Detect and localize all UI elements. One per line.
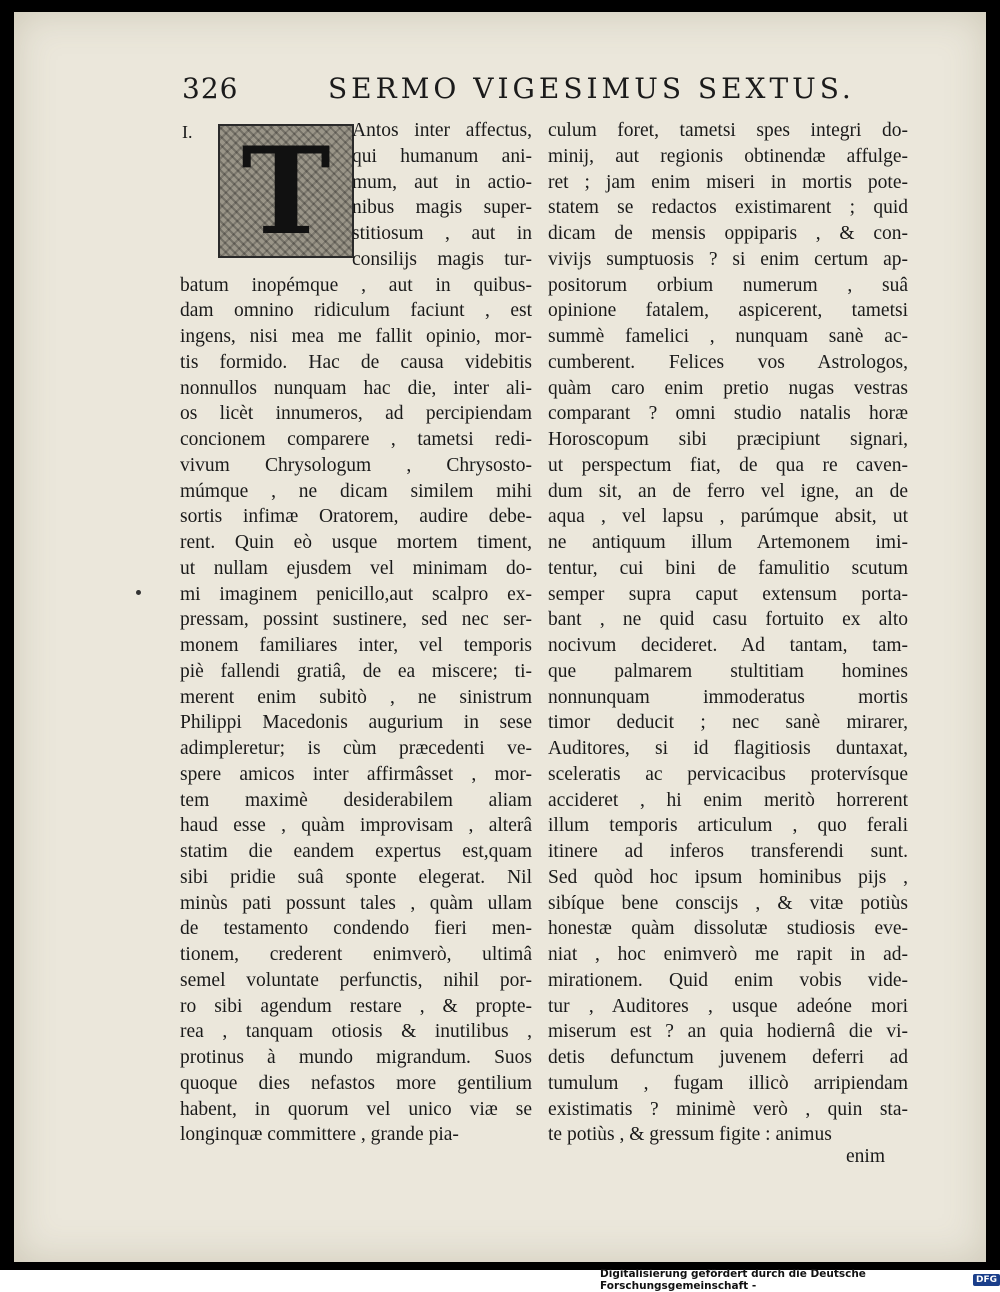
text-line: vivum Chrysologum , Chrysosto- [180, 454, 532, 476]
decorated-initial-letter: T [241, 120, 331, 262]
text-line: existimatis ? minimè verò , quin sta- [548, 1098, 908, 1120]
catchword: enim [846, 1146, 885, 1167]
text-line: honestæ quàm dissolutæ studiosis eve- [548, 918, 908, 940]
text-line: itinere ad inferos transferendi sunt. [548, 841, 908, 862]
text-line: ret ; jam enim miseri in mortis pote- [548, 171, 908, 193]
text-line: habent, in quorum vel unico viæ se [180, 1098, 532, 1120]
text-line: de testamento condendo fieri men- [180, 918, 532, 940]
text-line: tentur, cui bini de famulitio scutum [548, 557, 908, 579]
text-line: múmque , ne dicam similem mihi [180, 480, 532, 502]
text-line: miserum est ? an quia hodiernâ die vi- [548, 1021, 908, 1043]
text-line: sibíque bene conscijs , & vitæ potiùs [548, 892, 908, 914]
text-line: os licèt innumeros, ad percipiendam [180, 403, 532, 425]
text-line: que palmarem stultitiam homines [548, 660, 908, 682]
text-line: ne antiquum illum Artemonem imi- [548, 532, 908, 553]
page-number: 326 [182, 72, 239, 105]
text-line: mirationem. Quid enim vobis vide- [548, 969, 908, 991]
text-line: sortis infimæ Oratorem, audire debe- [180, 506, 532, 528]
text-line: mi imaginem penicillo,aut scalpro ex- [180, 583, 532, 605]
text-line: ut nullam ejusdem vel minimam do- [180, 557, 532, 579]
text-line: spere amicos inter affirmâsset , mor- [180, 763, 532, 785]
text-line: stitiosum , aut in [352, 223, 532, 244]
text-line: sceleratis ac pervicacibus protervísque [548, 763, 908, 785]
text-line: nibus magis super- [352, 197, 532, 219]
text-line: merent enim subitò , ne sinistrum [180, 686, 532, 708]
text-line: culum foret, tametsi spes integri do- [548, 120, 908, 141]
text-line: nonnunquam immoderatus mortis [548, 686, 908, 708]
text-line: sibi pridie suâ sponte elegerat. Nil [180, 866, 532, 888]
text-line: dicam de mensis oppiparis , & con- [548, 223, 908, 244]
text-line: monem familiares inter, vel temporis [180, 635, 532, 656]
text-line: dum sit, an de ferro vel igne, an de [548, 480, 908, 502]
section-marker: I. [182, 122, 193, 142]
running-head: SERMO VIGESIMUS SEXTUS. [328, 72, 855, 105]
text-line: summè famelici , nunquam sanè ac- [548, 326, 908, 347]
text-line: nonnullos nunquam hac die, inter ali- [180, 377, 532, 399]
text-line: concionem comparere , tametsi redi- [180, 429, 532, 450]
text-line: batum inopémque , aut in quibus- [180, 274, 532, 296]
text-line: Auditores, si id flagitiosis duntaxat, [548, 738, 908, 759]
text-line: semel voluntate perfunctis, nihil por- [180, 969, 532, 991]
text-line: tionem, crederent enimverò, ultimâ [180, 944, 532, 965]
text-line: bant , ne quid casu fortuito ex alto [548, 609, 908, 631]
text-line: semper supra caput extensum porta- [548, 583, 908, 605]
text-line: cumberent. Felices vos Astrologos, [548, 351, 908, 373]
text-line: illum temporis articulum , quo ferali [548, 815, 908, 837]
text-line: minùs pati possunt tales , quàm ullam [180, 892, 532, 914]
text-line: quàm caro enim pretio nugas vestras [548, 377, 908, 399]
text-line: positorum orbium numerum , suâ [548, 274, 908, 296]
text-line: Sed quòd hoc ipsum hominibus pijs , [548, 866, 908, 888]
text-line: longinquæ committere , grande pia- [180, 1124, 459, 1146]
right-text-column [548, 118, 908, 1148]
margin-mark [136, 590, 141, 595]
text-line: tem maximè desiderabilem aliam [180, 789, 532, 811]
text-line: rent. Quin eò usque mortem timent, [180, 532, 532, 553]
text-line: vivijs sumptuosis ? si enim certum ap- [548, 248, 908, 270]
text-line: Horoscopum sibi præcipiunt signari, [548, 429, 908, 450]
text-line: aqua , vel lapsu , parúmque absit, ut [548, 506, 908, 528]
text-line: statim die eandem expertus est,quam [180, 841, 532, 862]
text-line: ut perspectum fiat, de qua re caven- [548, 454, 908, 476]
text-line: protinus à mundo migrandum. Suos [180, 1047, 532, 1068]
text-line: ro sibi agendum restare , & propte- [180, 995, 532, 1017]
text-line: tis formido. Hac de causa videbitis [180, 351, 532, 373]
text-line: ingens, nisi mea me fallit opinio, mor- [180, 326, 532, 347]
text-line: timor deducit ; nec sanè mirarer, [548, 712, 908, 734]
text-line: adimpleretur; is cùm præcedenti ve- [180, 738, 532, 759]
text-line: statem se redactos existimarent ; quid [548, 197, 908, 219]
text-line: nocivum decideret. Ad tantam, tam- [548, 635, 908, 656]
text-line: accideret , hi enim meritò horrerent [548, 789, 908, 811]
text-line: opinione fatalem, aspicerent, tametsi [548, 300, 908, 322]
text-line: minij, aut regionis obtinendæ affulge- [548, 145, 908, 167]
footer-credit-text: Digitalisierung gefördert durch die Deutsche Forschungsgemeinschaft - [600, 1268, 866, 1292]
text-line: Philippi Macedonis augurium in sese [180, 712, 532, 734]
text-line: Antos inter affectus, [352, 120, 532, 141]
text-line: qui humanum ani- [352, 145, 532, 167]
text-line: mum, aut in actio- [352, 171, 532, 193]
text-line: pressam, possint sustinere, sed nec ser- [180, 609, 532, 631]
text-line: rea , tanquam otiosis & inutilibus , [180, 1021, 532, 1043]
text-line: comparant ? omni studio natalis horæ [548, 403, 908, 425]
text-line: detis defunctum juvenem deferri ad [548, 1047, 908, 1068]
text-line: haud esse , quàm improvisam , alterâ [180, 815, 532, 837]
text-line: quoque dies nefastos more gentilium [180, 1072, 532, 1094]
digitization-footer [600, 1268, 1000, 1292]
text-line: piè fallendi gratiâ, de ea miscere; ti- [180, 660, 532, 682]
text-line: niat , hoc enimverò me rapit in ad- [548, 944, 908, 965]
page-header [40, 72, 920, 112]
dfg-logo: DFG [973, 1274, 1000, 1286]
text-line: te potiùs , & gressum figite : animus [548, 1124, 832, 1146]
left-text-column [180, 118, 532, 1148]
text-line: dam omnino ridiculum faciunt , est [180, 300, 532, 322]
text-line: tur , Auditores , usque adeóne mori [548, 995, 908, 1017]
text-line: tumulum , fugam illicò arripiendam [548, 1072, 908, 1094]
text-line: consilijs magis tur- [352, 248, 532, 270]
